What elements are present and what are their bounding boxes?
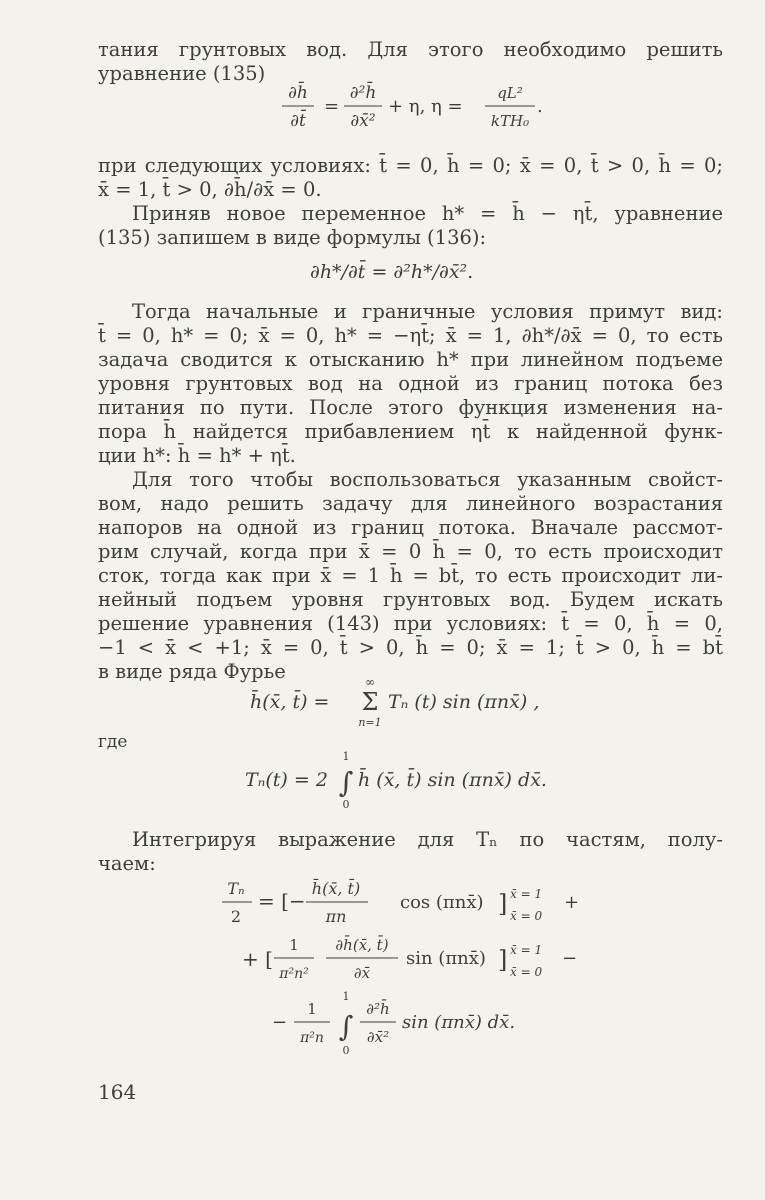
equation-136: ∂h*/∂t̄ = ∂²h*/∂x̄². [310, 261, 474, 283]
text-line: рим случай, когда при x̄ = 0 h̄ = 0, то есть происходит [98, 540, 723, 563]
text-line: решение уравнения (143) при условиях: t̄ = 0, h̄ = 0, [98, 612, 723, 635]
frac-num: 1 [289, 936, 299, 954]
frac-den: ∂x̄² [350, 111, 376, 131]
limit-lower: x̄ = 0 [510, 909, 543, 923]
equation-text: + [564, 892, 580, 913]
equation-text: − [272, 1012, 288, 1033]
frac-den: ∂x̄² [366, 1028, 390, 1046]
frac-den: ∂t̄ [290, 111, 306, 131]
equation-text: − [562, 948, 578, 969]
text-line: пора h̄ найдется прибавлением ηt̄ к найденной функ- [98, 420, 723, 443]
equation-text: = [− [258, 889, 306, 913]
text-line: сток, тогда как при x̄ = 1 h̄ = bt̄, то есть происходит ли- [98, 564, 723, 587]
equation-parts-line-3 [272, 990, 572, 1062]
text-line: напоров на одной из границ потока. Вначале рассмот- [98, 516, 723, 539]
equation-text: h̄(x̄, t̄) = [250, 691, 330, 713]
equation-parts-line-2 [242, 932, 602, 994]
text-line: t̄ = 0, h* = 0; x̄ = 0, h* = −ηt̄; x̄ = 1, ∂h*/∂x̄ = 0, то есть [98, 324, 723, 347]
text-line: Для того чтобы воспользоваться указанным свойст- [132, 468, 723, 491]
frac-num: Tₙ [227, 879, 245, 898]
equation-text: + η, η = [388, 96, 463, 117]
frac-num: ∂h̄(x̄, t̄) [335, 936, 389, 954]
frac-den: ∂x̄ [353, 964, 371, 982]
limit-upper: x̄ = 1 [510, 943, 543, 957]
limit-upper: x̄ = 1 [510, 887, 543, 901]
text-line: тания грунтовых вод. Для этого необходимо решить [98, 38, 723, 61]
frac-den: π²n² [279, 966, 309, 982]
frac-num: qL² [497, 84, 523, 102]
bracket: ] [498, 890, 508, 918]
equation-parts-line-1 [222, 876, 602, 938]
frac-num: ∂²h̄ [349, 83, 377, 103]
text-line: питания по пути. После этого функция изменения на- [98, 396, 723, 419]
text-line: (135) запишем в виде формулы (136): [98, 226, 487, 249]
equation-text: Tₙ(t) = 2 [245, 769, 328, 791]
text-line: чаем: [98, 852, 156, 875]
text-line: в виде ряда Фурье [98, 660, 286, 683]
equation-text: sin (πnx̄) dx̄. [402, 1012, 516, 1033]
integral-upper-limit: 1 [342, 750, 350, 763]
text-line: уровня грунтовых вод на одной из границ потока без [98, 372, 723, 395]
frac-den: π²n [300, 1030, 324, 1046]
frac-num: 1 [307, 1000, 317, 1018]
frac-num: ∂h̄ [288, 83, 308, 103]
limit-lower: x̄ = 0 [510, 965, 543, 979]
equation-tn [245, 750, 585, 814]
text-line: ции h*: h̄ = h* + ηt̄. [98, 444, 296, 467]
equation-text: Tₙ (t) sin (πnx̄) , [388, 691, 540, 713]
integral-sign: ∫ [338, 766, 354, 799]
frac-num: ∂²h̄ [366, 1000, 390, 1018]
equation-fourier-series [250, 672, 570, 732]
integral-upper-limit: 1 [342, 990, 350, 1003]
integral-lower-limit: 0 [342, 1044, 350, 1057]
equation-text: . [537, 96, 543, 117]
sum-sign: Σ [361, 688, 379, 716]
text-line: Интегрируя выражение для Tₙ по частям, полу- [132, 828, 723, 851]
equation-text: h̄ (x̄, t̄) sin (πnx̄) dx̄. [358, 769, 547, 791]
frac-num: h̄(x̄, t̄) [311, 879, 361, 898]
text-line: Тогда начальные и граничные условия примут вид: [132, 300, 723, 323]
text-line: уравнение (135) [98, 62, 266, 85]
text-line: Приняв новое переменное h* = h̄ − ηt̄, уравнение [132, 202, 723, 225]
equation-text: cos (πnx̄) [400, 892, 484, 913]
integral-sign: ∫ [338, 1010, 354, 1043]
text-line: при следующих условиях: t̄ = 0, h̄ = 0; x̄ = 0, t̄ > 0, h̄ = 0; [98, 154, 723, 177]
sum-lower-limit: n=1 [358, 716, 382, 729]
text-line: нейный подъем уровня грунтовых вод. Будем искать [98, 588, 723, 611]
equation-135 [280, 80, 580, 140]
text-line: где [98, 732, 128, 752]
frac-den: kTH₀ [490, 112, 530, 130]
frac-den: 2 [230, 907, 242, 926]
text-line: x̄ = 1, t̄ > 0, ∂h̄/∂x̄ = 0. [98, 178, 322, 201]
sum-upper-limit: ∞ [365, 675, 375, 689]
equals-sign: = [324, 96, 340, 117]
bracket: ] [498, 946, 508, 974]
equation-text: + [ [242, 947, 273, 971]
integral-lower-limit: 0 [342, 798, 350, 811]
text-line: −1 < x̄ < +1; x̄ = 0, t̄ > 0, h̄ = 0; x̄ = 1; t̄ > 0, h̄ = bt̄ [98, 636, 723, 659]
frac-den: πn [325, 907, 347, 926]
page-number: 164 [98, 1080, 137, 1104]
text-line: вом, надо решить задачу для линейного возрастания [98, 492, 723, 515]
text-line: задача сводится к отысканию h* при линейном подъеме [98, 348, 723, 371]
equation-text: sin (πnx̄) [406, 948, 486, 969]
